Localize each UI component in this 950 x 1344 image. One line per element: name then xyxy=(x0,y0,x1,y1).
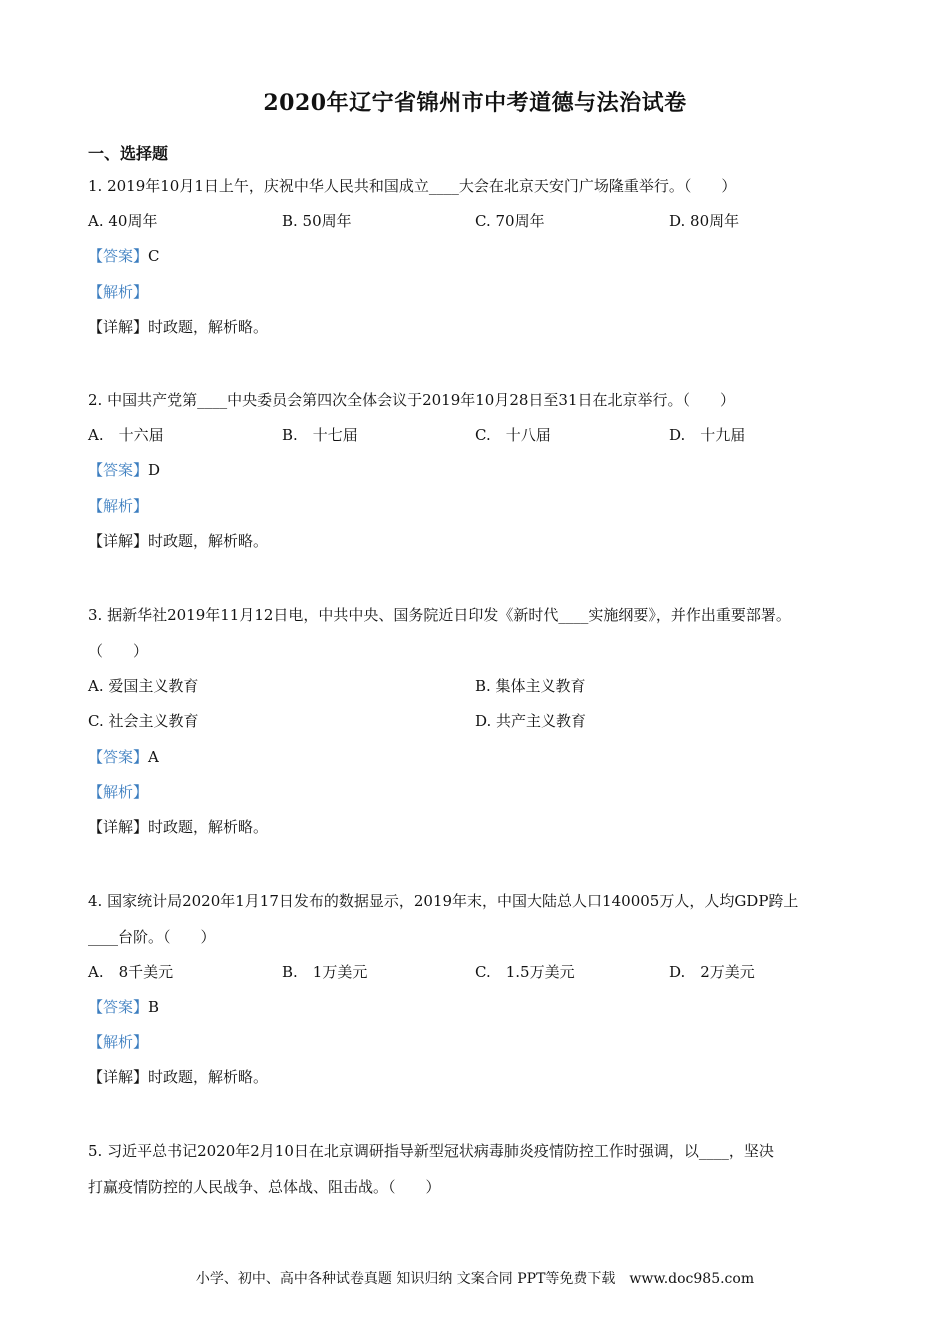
question-1-option-b: B. 50周年 xyxy=(282,212,352,230)
question-1-detail xyxy=(88,316,268,338)
question-3-option-c: C. 社会主义教育 xyxy=(88,712,199,730)
question-4-stem-line-2: ____台阶。（ ） xyxy=(88,928,216,946)
detail-label: 【详解】 xyxy=(88,1068,149,1086)
answer-label: 【答案】 xyxy=(88,998,149,1016)
document-title: 2020年辽宁省锦州市中考道德与法治试卷 xyxy=(263,90,687,116)
detail-label: 【详解】 xyxy=(88,532,149,550)
detail-text: 时政题，解析略。 xyxy=(148,318,269,336)
section-heading: 一、选择题 xyxy=(88,144,169,163)
answer-value: D xyxy=(148,461,161,479)
question-3-analysis-label: 【解析】 xyxy=(88,783,149,801)
question-3-option-b: B. 集体主义教育 xyxy=(475,677,586,695)
question-1-option-d: D. 80周年 xyxy=(669,212,740,230)
answer-label: 【答案】 xyxy=(88,247,149,265)
question-3-answer xyxy=(88,746,159,768)
question-4-answer xyxy=(88,996,159,1018)
question-4-analysis-label: 【解析】 xyxy=(88,1033,149,1051)
question-4-option-b: B. 1万美元 xyxy=(282,963,368,981)
question-4-option-d: D. 2万美元 xyxy=(669,963,755,981)
question-2-option-a: A. 十六届 xyxy=(88,426,164,444)
question-3-stem-line-1: 3. 据新华社2019年11月12日电，中共中央、国务院近日印发《新时代____实施纲要》，并作出重要部署。 xyxy=(88,606,791,624)
question-4-option-c: C. 1.5万美元 xyxy=(475,963,575,981)
question-2-answer xyxy=(88,459,160,481)
detail-text: 时政题，解析略。 xyxy=(148,532,269,550)
question-3-stem-line-2: （ ） xyxy=(88,642,149,660)
detail-label: 【详解】 xyxy=(88,818,149,836)
page-footer: 小学、初中、高中各种试卷真题 知识归纳 文案合同 PPT等免费下载 www.doc985.com xyxy=(195,1271,755,1287)
detail-text: 时政题，解析略。 xyxy=(148,1068,269,1086)
question-1-stem: 1. 2019年10月1日上午，庆祝中华人民共和国成立____大会在北京天安门广场隆重举行。（ ） xyxy=(88,177,737,195)
question-3-detail xyxy=(88,816,268,838)
question-1-analysis-label: 【解析】 xyxy=(88,283,149,301)
question-5-stem-line-1: 5. 习近平总书记2020年2月10日在北京调研指导新型冠状病毒肺炎疫情防控工作时强调，以____，坚决 xyxy=(88,1142,774,1160)
answer-label: 【答案】 xyxy=(88,748,149,766)
question-2-detail xyxy=(88,530,268,552)
question-2-stem: 2. 中国共产党第____中央委员会第四次全体会议于2019年10月28日至31日在北京举行。（ ） xyxy=(88,391,736,409)
question-2-option-d: D. 十九届 xyxy=(669,426,746,444)
question-4-detail xyxy=(88,1066,268,1088)
detail-text: 时政题，解析略。 xyxy=(148,818,269,836)
question-2-option-b: B. 十七届 xyxy=(282,426,358,444)
question-2-option-c: C. 十八届 xyxy=(475,426,551,444)
question-1-answer xyxy=(88,245,160,267)
answer-value: B xyxy=(148,998,160,1016)
question-3-option-d: D. 共产主义教育 xyxy=(475,712,587,730)
question-5-stem-line-2: 打赢疫情防控的人民战争、总体战、阻击战。（ ） xyxy=(88,1178,441,1196)
answer-value: A xyxy=(148,748,159,766)
question-1-option-c: C. 70周年 xyxy=(475,212,545,230)
question-4-option-a: A. 8千美元 xyxy=(88,963,174,981)
question-2-analysis-label: 【解析】 xyxy=(88,497,149,515)
question-4-stem-line-1: 4. 国家统计局2020年1月17日发布的数据显示，2019年末，中国大陆总人口140005万人，人均GDP跨上 xyxy=(88,892,799,910)
answer-label: 【答案】 xyxy=(88,461,149,479)
answer-value: C xyxy=(148,247,160,265)
question-3-option-a: A. 爱国主义教育 xyxy=(88,677,199,695)
detail-label: 【详解】 xyxy=(88,318,149,336)
question-1-option-a: A. 40周年 xyxy=(88,212,158,230)
